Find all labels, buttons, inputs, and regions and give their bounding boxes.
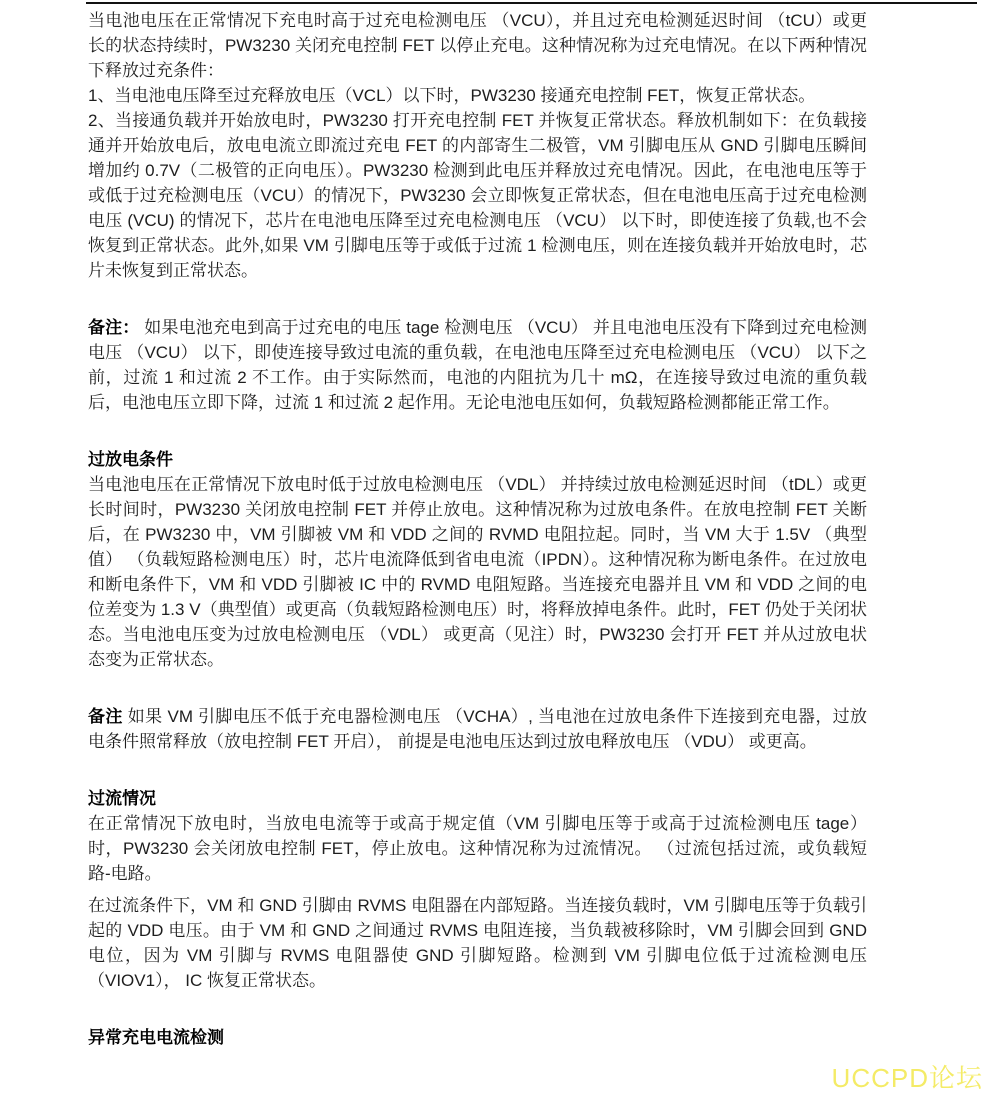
note-overcharge-label: 备注：	[88, 318, 140, 337]
paragraph-overcharge-intro: 当电池电压在正常情况下充电时高于过充电检测电压 （VCU），并且过充电检测延迟时间 （tCU）或更长的状态持续时，PW3230 关闭充电控制 FET 以停止充电。这种情况称为过充电情况。在以下两种情况下释放过充条件：	[88, 11, 867, 80]
watermark-uccpd-forum: UCCPD论坛	[831, 1063, 983, 1093]
note-overcharge-text: 如果电池充电到高于过充电的电压 tage 检测电压 （VCU） 并且电池电压没有下降到过充电检测电压 （VCU） 以下，即使连接导致过电流的重负载，在电池电压降至过充电检测电压 （VCU） 以下之前，过流 1 和过流 2 不工作。由于实际然而，电池的内阻抗为几十 mΩ，在连接导致过电流的重负载后，电池电压立即下降，过流 1 和过流 2 起作用。无论电池电压如何，负载短路检测都能正常工作。	[88, 318, 868, 412]
paragraph-note-overcharge	[88, 315, 867, 415]
paragraph-overcurrent-body-1: 在正常情况下放电时，当放电电流等于或高于规定值（VM 引脚电压等于或高于过流检测电压 tage）时，PW3230 会关闭放电控制 FET，停止放电。这种情况称为过流情况。 （过流包括过流，或负载短路-电路。	[88, 814, 867, 883]
list-item-release-condition-1: 1、当电池电压降至过充释放电压（VCL）以下时，PW3230 接通充电控制 FET，恢复正常状态。	[88, 86, 816, 105]
paragraph-note-overdischarge	[88, 704, 867, 754]
document-content	[88, 8, 867, 1050]
top-divider	[86, 2, 977, 4]
note-overdischarge-label: 备注	[88, 707, 123, 726]
heading-overdischarge-condition: 过放电条件	[88, 450, 173, 469]
heading-overcurrent-condition: 过流情况	[88, 789, 156, 808]
note-overdischarge-text: 如果 VM 引脚电压不低于充电器检测电压 （VCHA）, 当电池在过放电条件下连接到充电器，过放电条件照常释放（放电控制 FET 开启）， 前提是电池电压达到过放电释放电压 （VDU） 或更高。	[88, 707, 867, 751]
paragraph-overcurrent-body-2: 在过流条件下，VM 和 GND 引脚由 RVMS 电阻器在内部短路。当连接负载时，VM 引脚电压等于负载引起的 VDD 电压。由于 VM 和 GND 之间通过 RVMS 电阻连接，当负载被移除时，VM 引脚会回到 GND 电位，因为 VM 引脚与 RVMS 电阻器使 GND 引脚短路。检测到 VM 引脚电位低于过流检测电压 （VIOV1）， IC 恢复正常状态。	[88, 896, 867, 990]
heading-abnormal-charge-current: 异常充电电流检测	[88, 1028, 224, 1047]
list-item-release-condition-2: 2、当接通负载并开始放电时，PW3230 打开充电控制 FET 并恢复正常状态。释放机制如下：在负载接通并开始放电后，放电电流立即流过充电 FET 的内部寄生二极管，VM 引脚电压从 GND 引脚电压瞬间增加约 0.7V（二极管的正向电压）。PW3230 检测到此电压并释放过充电情况。因此，在电池电压等于或低于过充检测电压（VCU）的情况下，PW3230 会立即恢复正常状态，但在电池电压高于过充电检测电压 (VCU) 的情况下，芯片在电池电压降至过充电检测电压 （VCU） 以下时，即使连接了负载,也不会恢复到正常状态。此外,如果 VM 引脚电压等于或低于过流 1 检测电压，则在连接负载并开始放电时，芯片未恢复到正常状态。	[88, 111, 867, 280]
paragraph-overdischarge-body: 当电池电压在正常情况下放电时低于过放电检测电压 （VDL） 并持续过放电检测延迟时间 （tDL）或更长时间时，PW3230 关闭放电控制 FET 并停止放电。这种情况称为过放电条件。在放电控制 FET 关断后，在 PW3230 中，VM 引脚被 VM 和 VDD 之间的 RVMD 电阻拉起。同时，当 VM 大于 1.5V （典型值） （负载短路检测电压）时，芯片电流降低到省电电流（IPDN）。这种情况称为断电条件。在过放电和断电条件下，VM 和 VDD 引脚被 IC 中的 RVMD 电阻短路。当连接充电器并且 VM 和 VDD 之间的电位差变为 1.3 V（典型值）或更高（负载短路检测电压）时，将释放掉电条件。此时，FET 仍处于关闭状态。当电池电压变为过放电检测电压 （VDL） 或更高（见注）时，PW3230 会打开 FET 并从过放电状态变为正常状态。	[88, 475, 867, 669]
